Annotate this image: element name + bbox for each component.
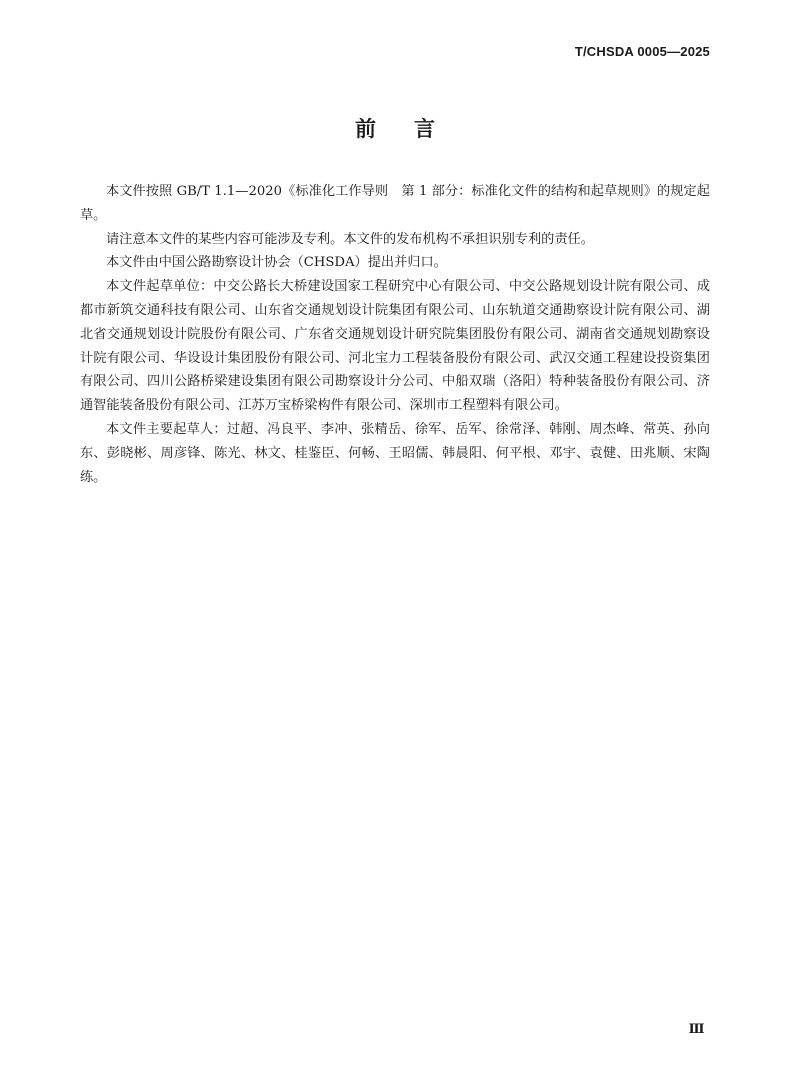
- foreword-body: [80, 180, 710, 489]
- paragraph-proposer: 本文件由中国公路勘察设计协会（CHSDA）提出并归口。: [106, 255, 447, 271]
- page-title: 前言: [355, 117, 473, 141]
- page-number: Ⅲ: [688, 1021, 704, 1036]
- paragraph-drafting-rules: 本文件按照 GB/T 1.1—2020《标准化工作导则 第 1 部分：标准化文件的结构和起草规则》的规定起草。: [80, 184, 710, 223]
- standard-code: T/CHSDA 0005—2025: [574, 44, 710, 59]
- paragraph-drafting-units: 本文件起草单位：中交公路长大桥建设国家工程研究中心有限公司、中交公路规划设计院有限公司、成都市新筑交通科技有限公司、山东省交通规划设计院集团有限公司、山东轨道交通勘察设计院有限公司、湖北省交通规划设计院股份有限公司、广东省交通规划设计研究院集团股份有限公司、湖南省交通规划勘察设计院有限公司、华设设计集团股份有限公司、河北宝力工程装备股份有限公司、武汉交通工程建设投资集团有限公司、四川公路桥梁建设集团有限公司勘察设计分公司、中船双瑞（洛阳）特种装备股份有限公司、济通智能装备股份有限公司、江苏万宝桥梁构件有限公司、深圳市工程塑料有限公司。: [80, 279, 710, 414]
- paragraph-patent-notice: 请注意本文件的某些内容可能涉及专利。本文件的发布机构不承担识别专利的责任。: [106, 231, 594, 247]
- paragraph-main-drafters: 本文件主要起草人：过超、冯良平、李冲、张精岳、徐军、岳军、徐常泽、韩刚、周杰峰、常英、孙向东、彭晓彬、周彦锋、陈光、林文、桂鉴臣、何畅、王昭儒、韩晨阳、何平根、邓宇、袁健、田兆顺、宋陶练。: [80, 421, 710, 485]
